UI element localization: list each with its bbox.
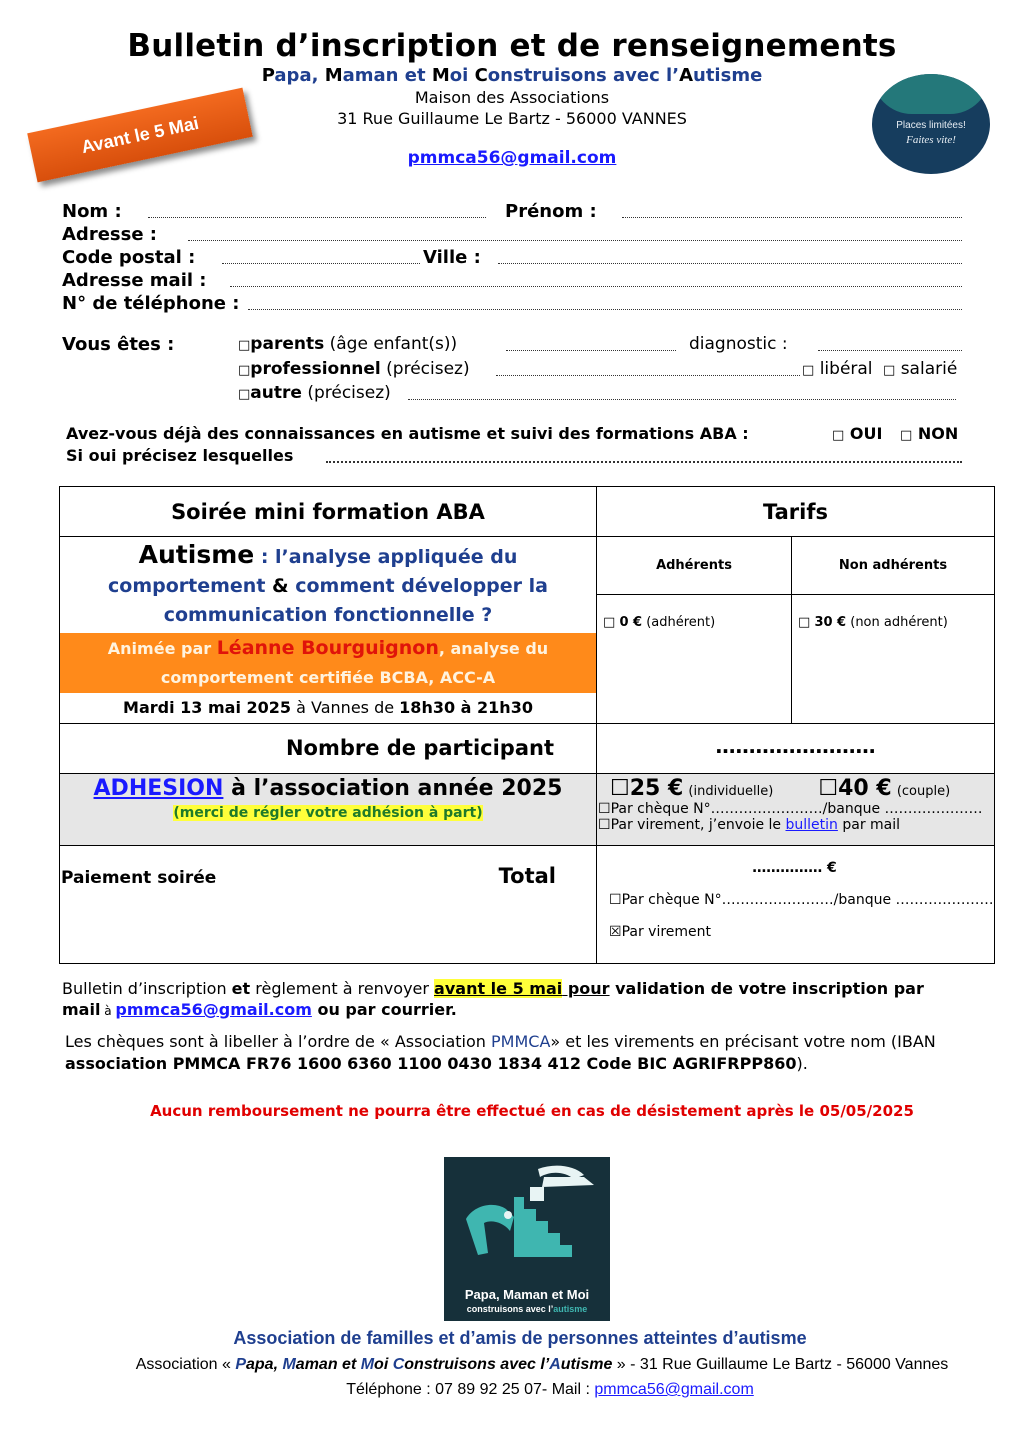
code-postal-label: Code postal : <box>62 247 196 268</box>
association-logo <box>444 1157 610 1321</box>
soiree-header: Soirée mini formation ABA <box>60 487 597 537</box>
price-adherent[interactable]: □ 0 € (adhérent) <box>597 594 792 723</box>
total-label: Total <box>498 864 556 888</box>
adhesion-virement-option[interactable]: ☐Par virement, j’envoie le bulletin par mail <box>598 817 901 833</box>
nom-field[interactable] <box>148 204 486 218</box>
footer-email-link[interactable]: pmmca56@gmail.com <box>594 1381 754 1398</box>
diagnostic-field[interactable] <box>818 337 962 351</box>
payment-options <box>597 846 995 964</box>
event-date: Mardi 13 mai 2025 à Vannes de 18h30 à 21h30 <box>123 698 533 717</box>
checkbox-icon: □ <box>802 363 815 378</box>
checkbox-icon: □ <box>238 363 251 378</box>
option-non[interactable]: □ NON <box>900 424 959 443</box>
address-line-2: 31 Rue Guillaume Le Bartz - 56000 VANNES <box>337 109 687 128</box>
logo-line-2: construisons avec l’autisme <box>466 1304 588 1314</box>
professionnel-field[interactable] <box>496 362 800 376</box>
prenom-label: Prénom : <box>505 201 597 222</box>
checkbox-icon: □ <box>883 363 896 378</box>
option-individuelle[interactable]: ☐25 € (individuelle) <box>610 776 774 801</box>
adhesion-note: (merci de régler votre adhésion à part) <box>173 805 483 821</box>
adherents-header: Adhérents <box>597 537 792 595</box>
event-description: Autisme : l’analyse appliquée du comportement & comment développer la communication fonctionnelle ? Animée par Léanne Bourguignon, analyse du comportement certifiée BCBA, ACC-A Mardi 13 mai 2025 à Vannes de 18h30 à 21h30 <box>60 537 597 724</box>
footer-association: Association de familles et d’amis de personnes atteintes d’autisme <box>233 1328 807 1348</box>
checkbox-icon: □ <box>238 387 251 402</box>
header-email-link[interactable]: pmmca56@gmail.com <box>407 148 617 168</box>
payment-instructions: Les chèques sont à libeller à l’ordre de « Association PMMCA» et les virements en précisant votre nom (IBAN association PMMCA FR76 1600 6360 1100 0430 1834 412 Code BIC AGRIFRPP860). <box>65 1032 936 1073</box>
speaker-banner: Animée par Léanne Bourguignon, analyse du comportement certifiée BCBA, ACC-A <box>60 633 596 693</box>
soiree-virement-option[interactable]: ☒Par virement <box>609 924 712 940</box>
footer-contact: Téléphone : 07 89 92 25 07- Mail : pmmca56@gmail.com <box>346 1381 754 1398</box>
places-limited-badge: Places limitées! Faites vite! <box>872 74 990 174</box>
option-autre[interactable]: □autre (précisez) <box>238 383 391 403</box>
adhesion-cell: ADHESION à l’association année 2025 (merci de régler votre adhésion à part) <box>60 774 597 846</box>
total-amount-field[interactable]: …………… € <box>752 860 837 876</box>
registration-table <box>59 486 995 964</box>
si-oui-field[interactable] <box>326 449 962 463</box>
ville-label: Ville : <box>423 247 481 268</box>
option-couple[interactable]: ☐40 € (couple) <box>818 776 951 801</box>
si-oui-label: Si oui précisez lesquelles <box>66 446 294 465</box>
ville-field[interactable] <box>498 250 962 264</box>
address-line-1: Maison des Associations <box>414 88 610 107</box>
adhesion-link[interactable]: ADHESION <box>93 776 224 801</box>
adhesion-options <box>597 774 995 846</box>
adhesion-cheque-option[interactable]: ☐Par chèque N°……………………/banque ………………… <box>598 801 983 817</box>
page-title: Bulletin d’inscription et de renseignements <box>127 28 897 64</box>
checkbox-icon: □ <box>238 338 251 353</box>
vous-etes-label: Vous êtes : <box>62 334 175 355</box>
email-label: Adresse mail : <box>62 270 207 291</box>
deadline-ribbon: Avant le 5 Mai <box>27 88 253 183</box>
organization-name: Papa, Maman et Moi Construisons avec l’Autisme <box>261 65 763 86</box>
aba-question: Avez-vous déjà des connaissances en autisme et suivi des formations ABA : <box>66 424 749 443</box>
logo-hands-stairs-icon <box>444 1157 610 1287</box>
notes-email-link[interactable]: pmmca56@gmail.com <box>115 1000 312 1019</box>
nb-participant-label: Nombre de participant <box>60 724 597 774</box>
prenom-field[interactable] <box>622 204 962 218</box>
footer-address: Association « Papa, Maman et Moi Construisons avec l’Autisme » - 31 Rue Guillaume Le Bartz - 56000 Vannes <box>135 1356 949 1373</box>
age-enfant-field[interactable] <box>506 337 676 351</box>
refund-notice: Aucun remboursement ne pourra être effectué en cas de désistement après le 05/05/2025 <box>150 1102 914 1120</box>
phone-field[interactable] <box>248 296 962 310</box>
adresse-label: Adresse : <box>62 224 158 245</box>
phone-label: N° de téléphone : <box>62 293 240 314</box>
email-field[interactable] <box>230 273 962 287</box>
return-instructions: Bulletin d’inscription et règlement à renvoyer avant le 5 mai pour validation de votre inscription par mail à pmmca56@gmail.com ou par courrier. <box>62 979 924 1019</box>
code-postal-field[interactable] <box>222 250 420 264</box>
diagnostic-label: diagnostic : <box>689 334 788 354</box>
nom-label: Nom : <box>62 201 122 222</box>
option-oui[interactable]: □ OUI <box>832 424 883 443</box>
option-parents[interactable]: □parents (âge enfant(s)) <box>238 334 458 354</box>
adresse-field[interactable] <box>188 227 962 241</box>
non-adherents-header: Non adhérents <box>792 537 995 595</box>
soiree-cheque-option[interactable]: ☐Par chèque N°……………………/banque ………………… <box>609 892 994 908</box>
paiement-soiree-cell: Paiement soirée Total <box>60 846 597 964</box>
nb-participant-field[interactable]: …………………… <box>597 724 995 774</box>
logo-line-1: Papa, Maman et Moi <box>464 1287 590 1302</box>
tarifs-header: Tarifs <box>597 487 995 537</box>
price-non-adherent[interactable]: □ 30 € (non adhérent) <box>792 594 995 723</box>
option-liberal[interactable]: □ libéral <box>802 359 873 379</box>
autre-field[interactable] <box>408 386 956 400</box>
option-salarie[interactable]: □ salarié <box>883 359 958 379</box>
option-professionnel[interactable]: □professionnel (précisez) <box>238 359 470 379</box>
